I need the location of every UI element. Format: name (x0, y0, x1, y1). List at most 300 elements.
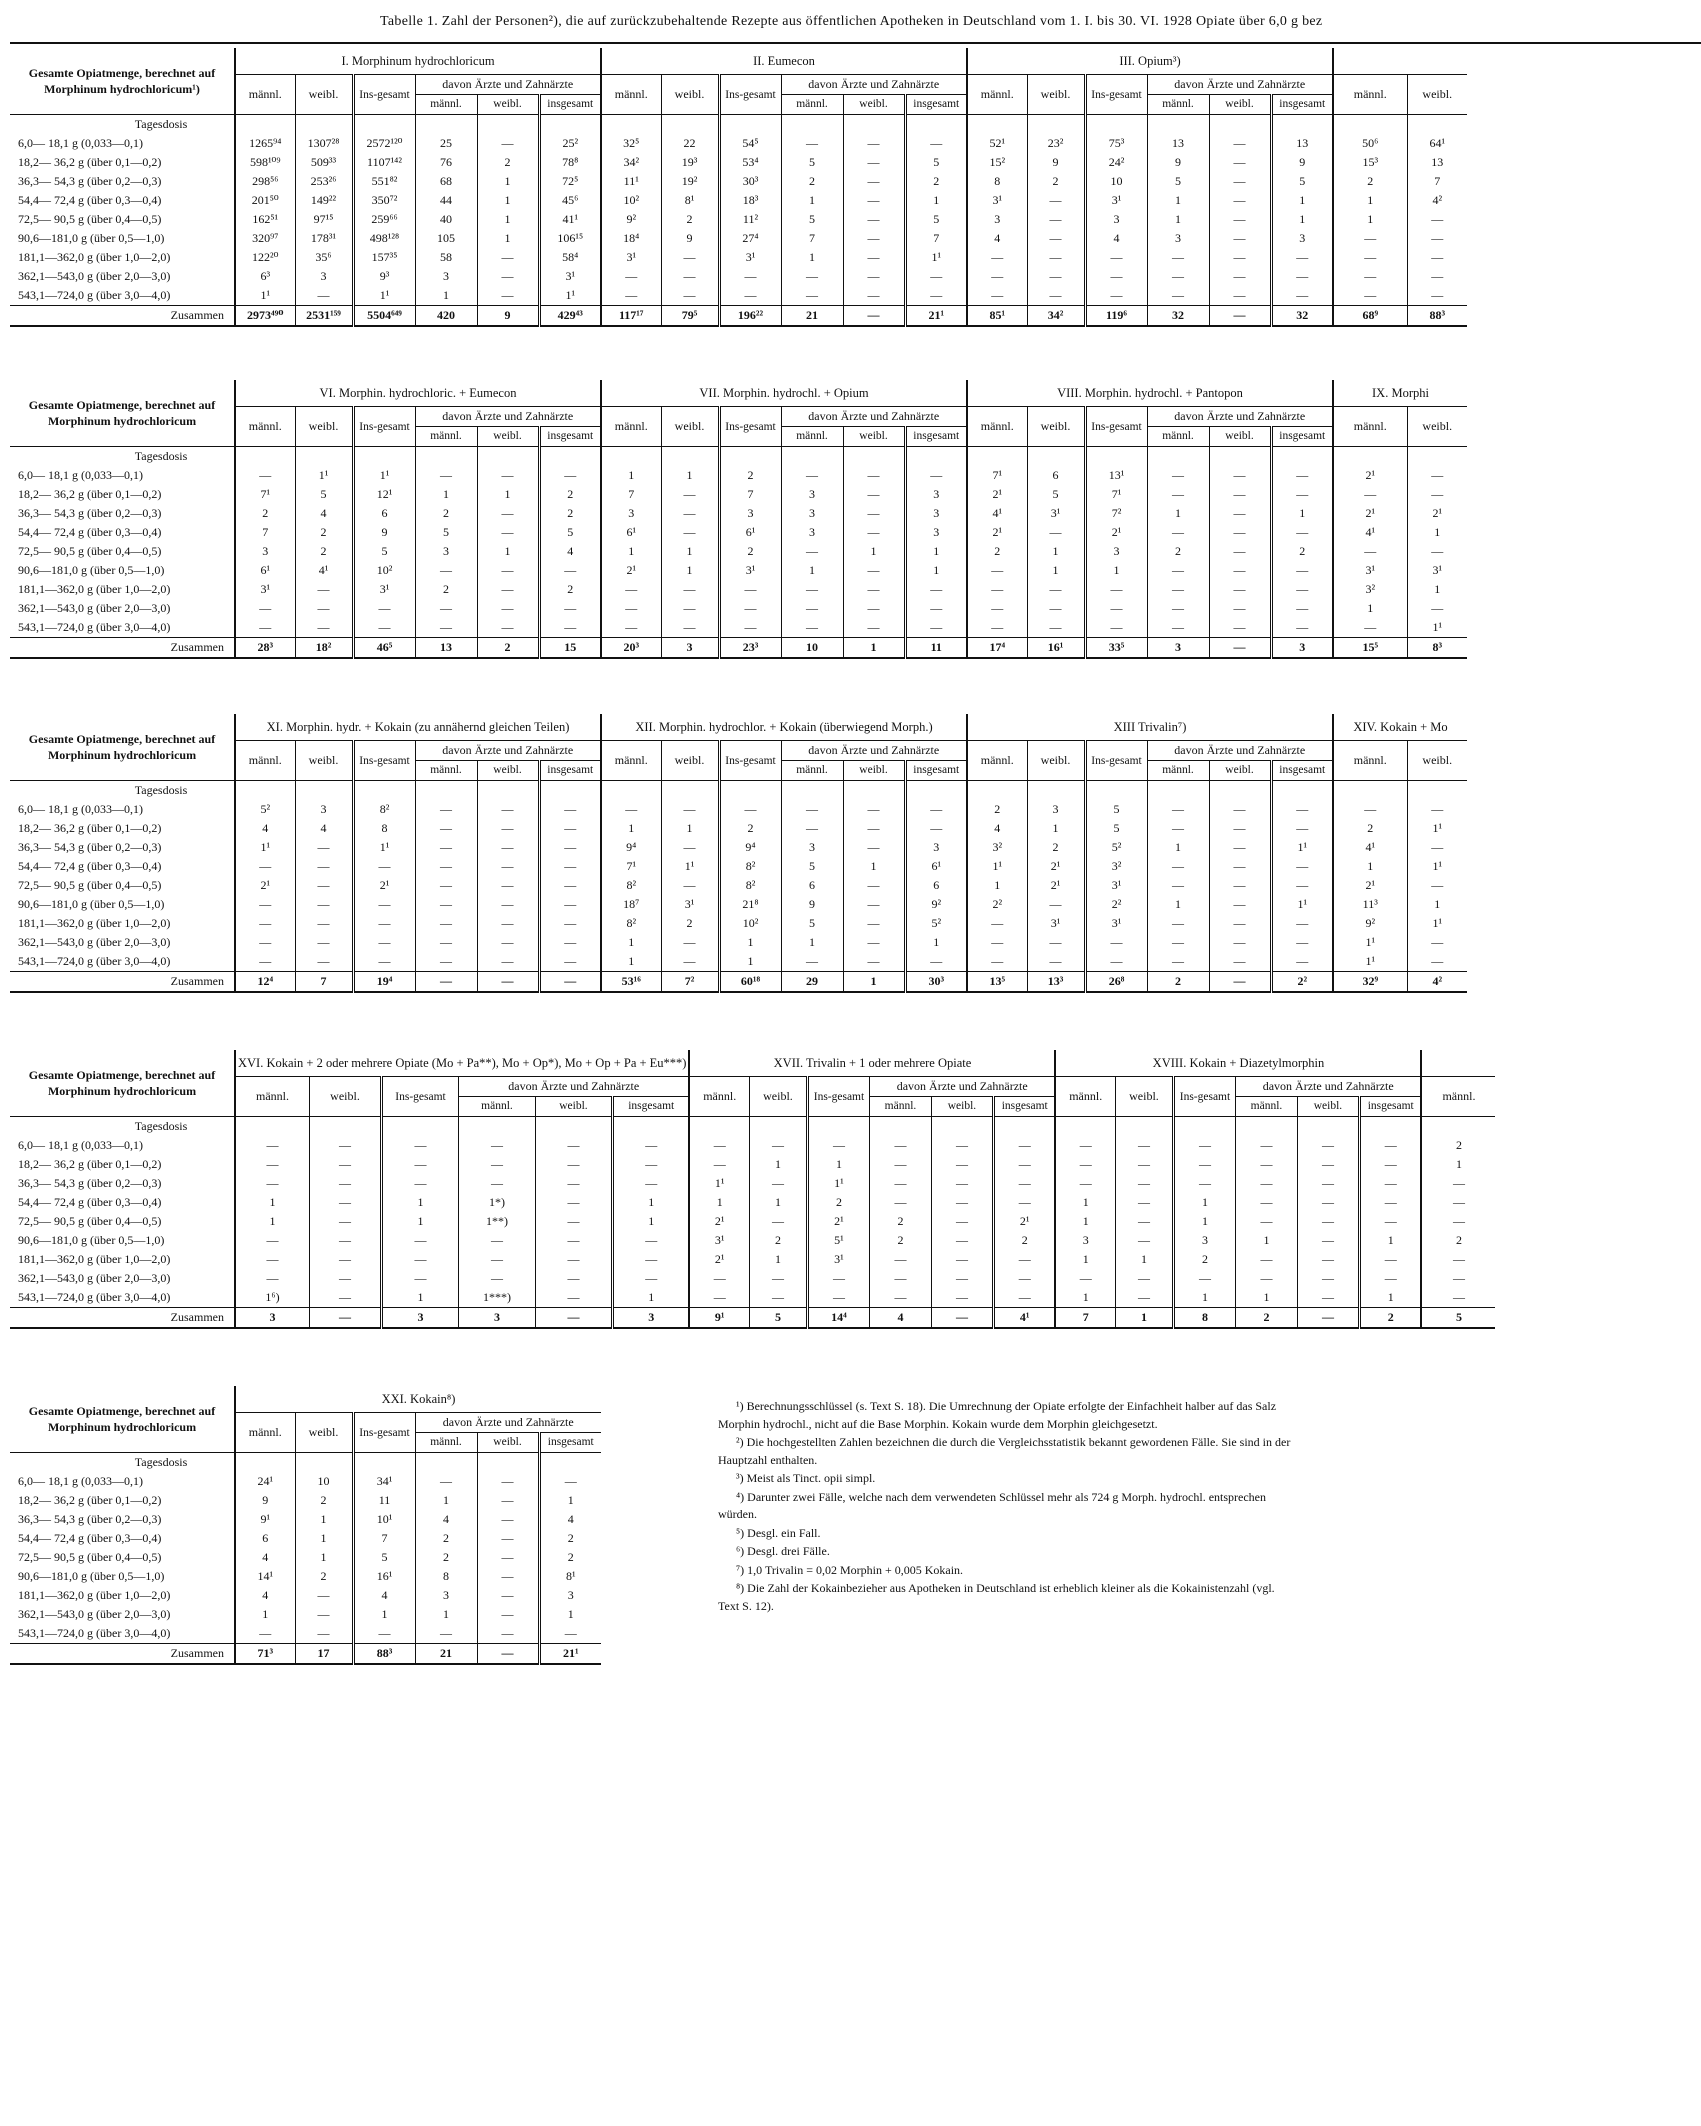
table-cell: 1¹ (807, 1174, 869, 1193)
table-cell: 5 (905, 153, 967, 172)
table-cell: 7¹ (1085, 485, 1147, 504)
table-cell (612, 1117, 689, 1137)
table-row (10, 466, 1467, 485)
table-cell: 9⁴ (601, 838, 661, 857)
table-cell: — (807, 1269, 869, 1288)
table-cell: 2 (781, 172, 843, 191)
table-cell: — (1271, 914, 1333, 933)
table-cell: 21⁸ (719, 895, 781, 914)
table-cell: 9⁴ (719, 838, 781, 857)
table-cell: — (382, 1136, 459, 1155)
table-cell: — (1209, 933, 1271, 952)
table-cell: — (967, 914, 1027, 933)
table-cell: 3¹ (807, 1250, 869, 1269)
col-aerzte-insgesamt: insgesamt (1271, 95, 1333, 115)
sum-cell: 30³ (905, 972, 967, 993)
col-davon: davon Ärzte und Zahnärzte (415, 407, 601, 427)
sum-cell: 13³ (1027, 972, 1085, 993)
table-cell: 2¹ (689, 1212, 749, 1231)
table-cell: 3¹ (235, 580, 295, 599)
table-cell: 3¹ (1085, 914, 1147, 933)
table-cell: — (661, 618, 719, 638)
table-cell: — (843, 248, 905, 267)
table-row (10, 1155, 1495, 1174)
table-cell: 1¹ (1333, 933, 1407, 952)
footnote: ³) Meist als Tinct. opii simpl. (736, 1471, 876, 1485)
sum-cell: 18² (295, 638, 353, 659)
table-cell: — (477, 857, 539, 876)
table-cell: 298⁵⁶ (235, 172, 295, 191)
table-cell: 1 (1147, 838, 1209, 857)
table-cell: 1***) (459, 1288, 536, 1308)
table-cell: 320⁹⁷ (235, 229, 295, 248)
table-cell: — (535, 1136, 612, 1155)
table-cell: — (1333, 229, 1407, 248)
table-cell (295, 781, 353, 801)
table-cell: 3 (719, 504, 781, 523)
table-row (10, 153, 1467, 172)
table-cell: 2 (1333, 172, 1407, 191)
table-cell: — (1407, 952, 1467, 972)
table-cell: 1 (1407, 523, 1467, 542)
table-cell: 2 (539, 1548, 601, 1567)
table-cell: — (1297, 1269, 1359, 1288)
col-weibl: weibl. (295, 407, 353, 447)
table-cell: — (1147, 914, 1209, 933)
table-cell: — (781, 542, 843, 561)
table-cell: — (843, 504, 905, 523)
table-cell: 13 (1271, 134, 1333, 153)
table-row (10, 1529, 601, 1548)
sum-cell: — (1209, 972, 1271, 993)
table-row (10, 1510, 601, 1529)
table-cell: — (967, 952, 1027, 972)
table-cell: 3¹ (1333, 561, 1407, 580)
table-cell: 5 (1271, 172, 1333, 191)
col-davon: davon Ärzte und Zahnärzte (459, 1077, 690, 1097)
table-cell: 1 (661, 561, 719, 580)
table-cell: — (353, 599, 415, 618)
table-cell: — (749, 1136, 807, 1155)
table-cell: 5¹ (807, 1231, 869, 1250)
table-cell (353, 447, 415, 467)
sum-cell: 3 (661, 638, 719, 659)
sum-cell: 7² (661, 972, 719, 993)
table-cell: 18⁷ (601, 895, 661, 914)
table-cell: — (1115, 1269, 1173, 1288)
table-cell: 4¹ (967, 504, 1027, 523)
sum-cell: 68⁹ (1333, 306, 1407, 327)
table-cell: — (689, 1136, 749, 1155)
col-aerzte-insgesamt: insgesamt (612, 1097, 689, 1117)
table-cell: 2572¹²⁰ (353, 134, 415, 153)
sum-cell: 12⁴ (235, 972, 295, 993)
table-cell: 2¹ (993, 1212, 1055, 1231)
table-cell: — (353, 933, 415, 952)
col-davon: davon Ärzte und Zahnärzte (1147, 75, 1333, 95)
table-cell: 4 (353, 1586, 415, 1605)
sum-cell: 8³ (1407, 638, 1467, 659)
table-cell: 3 (781, 838, 843, 857)
table-cell: 1¹ (235, 838, 295, 857)
table-cell: — (749, 1269, 807, 1288)
table-row (10, 248, 1467, 267)
table-cell: — (1297, 1174, 1359, 1193)
table-row (10, 895, 1467, 914)
table-cell: 1 (601, 542, 661, 561)
table-cell: 1¹ (235, 286, 295, 306)
table-cell: — (295, 838, 353, 857)
table-cell: 1 (905, 542, 967, 561)
row-header: Gesamte Opiatmenge, berechnet auf Morphinum hydrochloricum (10, 1386, 235, 1453)
sum-cell: 32 (1271, 306, 1333, 327)
table-cell (1271, 447, 1333, 467)
table-cell: 1 (382, 1288, 459, 1308)
footnotes (718, 1398, 1298, 1616)
col-aerzte-insgesamt: insgesamt (993, 1097, 1055, 1117)
table-cell: — (1235, 1174, 1297, 1193)
col-davon: davon Ärzte und Zahnärzte (415, 741, 601, 761)
table-cell: 4 (235, 819, 295, 838)
table-cell (415, 781, 477, 801)
table-cell: 11² (719, 210, 781, 229)
table-cell: — (601, 267, 661, 286)
table-cell: 53⁴ (719, 153, 781, 172)
table-cell: 1¹ (1271, 838, 1333, 857)
table-cell: — (905, 134, 967, 153)
table-cell: — (1333, 618, 1407, 638)
table-cell: 3 (1147, 229, 1209, 248)
table-cell: — (843, 952, 905, 972)
col-insgesamt: Ins-gesamt (719, 75, 781, 115)
dose-label: 6,0— 18,1 g (0,033—0,1) (18, 802, 143, 816)
table-cell: 2 (539, 1529, 601, 1548)
sum-label: Zusammen (10, 1644, 235, 1665)
sum-cell: 2 (477, 638, 539, 659)
table-cell: — (235, 1250, 310, 1269)
table-cell: — (1359, 1250, 1421, 1269)
table-cell: — (612, 1136, 689, 1155)
table-cell: 34² (601, 153, 661, 172)
table-cell: — (415, 933, 477, 952)
table-cell: — (310, 1231, 382, 1250)
table-cell: — (931, 1212, 993, 1231)
table-cell: — (477, 580, 539, 599)
table-cell: 122²⁰ (235, 248, 295, 267)
table-cell: 45⁶ (539, 191, 601, 210)
table-row (10, 172, 1467, 191)
table-cell: — (781, 800, 843, 819)
table-cell: — (1407, 267, 1467, 286)
group-title (1333, 48, 1467, 75)
table-cell: 2¹ (1407, 504, 1467, 523)
table-cell: — (539, 561, 601, 580)
col-aerzte-weibl: weibl. (477, 427, 539, 447)
table-cell: 5 (353, 1548, 415, 1567)
table-cell (1027, 115, 1085, 135)
dose-label: 54,4— 72,4 g (über 0,3—0,4) (18, 1531, 162, 1545)
table-row (10, 800, 1467, 819)
table-cell: — (1297, 1212, 1359, 1231)
table-cell: 3 (905, 838, 967, 857)
table-cell: — (1115, 1231, 1173, 1250)
table-cell: 72⁵ (539, 172, 601, 191)
table-cell: 1 (1407, 580, 1467, 599)
table-cell: — (1147, 580, 1209, 599)
table-cell: 58⁴ (539, 248, 601, 267)
table-cell: 1 (353, 1605, 415, 1624)
table-cell (719, 447, 781, 467)
dose-label: 90,6—181,0 g (über 0,5—1,0) (18, 231, 165, 245)
table-cell: — (353, 618, 415, 638)
table-cell (905, 781, 967, 801)
table-cell: 1 (235, 1605, 295, 1624)
table-cell: — (1085, 580, 1147, 599)
table-cell: — (1115, 1174, 1173, 1193)
col-davon: davon Ärzte und Zahnärzte (1147, 741, 1333, 761)
table-cell: 1 (749, 1193, 807, 1212)
table-cell: — (931, 1250, 993, 1269)
table-cell (843, 115, 905, 135)
table-cell: 2¹ (235, 876, 295, 895)
table-cell: — (1173, 1269, 1235, 1288)
table-cell: 2² (967, 895, 1027, 914)
table-cell: 7 (1407, 172, 1467, 191)
sum-cell: 5504⁶⁴⁹ (353, 306, 415, 327)
table-cell: — (1209, 580, 1271, 599)
table-cell: — (1333, 542, 1407, 561)
table-cell: 1*) (459, 1193, 536, 1212)
table-cell: — (1407, 599, 1467, 618)
sum-cell: 429⁴³ (539, 306, 601, 327)
table-cell: — (1209, 504, 1271, 523)
col-insgesamt: Ins-gesamt (1173, 1077, 1235, 1117)
table-cell (905, 447, 967, 467)
table-cell: 2 (1421, 1136, 1495, 1155)
table-cell: 18⁴ (601, 229, 661, 248)
table-cell: 8² (719, 876, 781, 895)
table-cell (539, 1453, 601, 1473)
table-cell: 7¹ (235, 485, 295, 504)
table-cell: — (477, 618, 539, 638)
col-aerzte-maennl: männl. (415, 761, 477, 781)
table-row (10, 134, 1467, 153)
table-row (10, 542, 1467, 561)
sum-cell: 3 (235, 1308, 310, 1329)
table-cell: 23² (1027, 134, 1085, 153)
table-cell: — (1271, 876, 1333, 895)
table-cell: 201⁵⁰ (235, 191, 295, 210)
table-cell: — (353, 895, 415, 914)
sum-cell: 16¹ (1027, 638, 1085, 659)
table-cell: 6 (905, 876, 967, 895)
table-cell: — (1297, 1250, 1359, 1269)
data-table (10, 714, 1467, 993)
table-cell: — (382, 1155, 459, 1174)
table-cell (1333, 447, 1407, 467)
table-cell: 16¹ (353, 1567, 415, 1586)
sum-cell: 15⁵ (1333, 638, 1407, 659)
table-cell: — (1085, 267, 1147, 286)
table-cell: — (1209, 914, 1271, 933)
table-cell: 3² (1085, 857, 1147, 876)
sum-cell: 2531¹⁵⁹ (295, 306, 353, 327)
row-header: Gesamte Opiatmenge, berechnet auf Morphinum hydrochloricum (10, 714, 235, 781)
sum-cell: 21¹ (905, 306, 967, 327)
col-aerzte-insgesamt: insgesamt (1271, 761, 1333, 781)
table-cell (1407, 781, 1467, 801)
table-cell: — (1027, 286, 1085, 306)
sum-cell: 85¹ (967, 306, 1027, 327)
table-cell: 5² (235, 800, 295, 819)
table-cell: 8 (353, 819, 415, 838)
table-cell: 1 (1333, 599, 1407, 618)
table-cell: 3¹ (353, 580, 415, 599)
table-cell: 1 (749, 1155, 807, 1174)
table-cell: — (477, 933, 539, 952)
table-cell: 3 (1173, 1231, 1235, 1250)
table-cell: 3 (781, 504, 843, 523)
dose-label: 72,5— 90,5 g (über 0,4—0,5) (18, 1550, 162, 1564)
col-insgesamt: Ins-gesamt (353, 1413, 415, 1453)
table-cell: 1 (539, 1491, 601, 1510)
table-cell: — (382, 1231, 459, 1250)
table-cell: 6³ (235, 267, 295, 286)
table-cell: 157³⁵ (353, 248, 415, 267)
col-maennl: männl. (1333, 407, 1407, 447)
table-cell: 1 (612, 1193, 689, 1212)
table-row (10, 1269, 1495, 1288)
table-cell: — (539, 933, 601, 952)
table-cell: — (931, 1269, 993, 1288)
table-cell: — (310, 1288, 382, 1308)
table-cell: — (601, 618, 661, 638)
dose-label: 362,1—543,0 g (über 2,0—3,0) (18, 1271, 171, 1285)
group-title: XVII. Trivalin + 1 oder mehrere Opiate (689, 1050, 1055, 1077)
table-cell: — (477, 876, 539, 895)
table-cell (719, 115, 781, 135)
col-insgesamt: Ins-gesamt (719, 741, 781, 781)
table-cell: 1¹ (353, 286, 415, 306)
sum-cell: 3 (382, 1308, 459, 1329)
table-cell: — (535, 1193, 612, 1212)
title-rule (10, 42, 1701, 44)
table-cell: — (689, 1288, 749, 1308)
table-cell: 1 (295, 1548, 353, 1567)
table-cell: — (1085, 933, 1147, 952)
dose-label: 54,4— 72,4 g (über 0,3—0,4) (18, 1195, 162, 1209)
col-davon: davon Ärzte und Zahnärzte (1147, 407, 1333, 427)
table-cell: 106¹⁵ (539, 229, 601, 248)
col-maennl: männl. (1421, 1077, 1495, 1117)
dose-label: 18,2— 36,2 g (über 0,1—0,2) (18, 1493, 162, 1507)
table-cell: — (1209, 523, 1271, 542)
table-cell: 7 (235, 523, 295, 542)
table-cell: — (1147, 933, 1209, 952)
table-cell: — (1209, 599, 1271, 618)
sum-cell: 20³ (601, 638, 661, 659)
table-cell: 3 (601, 504, 661, 523)
sum-cell: 119⁶ (1085, 306, 1147, 327)
table-cell (931, 1117, 993, 1137)
table-cell (1421, 1117, 1495, 1137)
table-cell: — (1209, 286, 1271, 306)
table-cell: — (1147, 819, 1209, 838)
table-row (10, 504, 1467, 523)
table-cell: 1 (1055, 1250, 1115, 1269)
table-cell: 3 (905, 485, 967, 504)
col-weibl: weibl. (661, 741, 719, 781)
table-cell: 18³ (719, 191, 781, 210)
table-cell: 2 (719, 819, 781, 838)
sum-cell: 60¹⁸ (719, 972, 781, 993)
table-cell: 1 (415, 485, 477, 504)
data-table (10, 48, 1467, 327)
table-cell: — (1209, 542, 1271, 561)
table-cell: 11³ (1333, 895, 1407, 914)
col-weibl: weibl. (295, 75, 353, 115)
table-cell: — (1421, 1193, 1495, 1212)
col-maennl: männl. (601, 741, 661, 781)
table-block-4 (10, 1050, 1701, 1329)
col-aerzte-weibl: weibl. (1209, 95, 1271, 115)
table-cell: 1 (1147, 895, 1209, 914)
table-cell: 1 (1333, 191, 1407, 210)
table-cell: — (1147, 286, 1209, 306)
table-cell (477, 115, 539, 135)
table-cell (415, 115, 477, 135)
table-cell: — (1027, 210, 1085, 229)
table-cell: 1¹ (295, 466, 353, 485)
table-cell: 1 (967, 876, 1027, 895)
table-cell: 2 (477, 153, 539, 172)
table-cell: 2 (661, 914, 719, 933)
table-cell (1085, 781, 1147, 801)
sum-cell: — (843, 306, 905, 327)
table-cell (1359, 1117, 1421, 1137)
table-cell (749, 1117, 807, 1137)
table-cell: 75³ (1085, 134, 1147, 153)
table-cell: — (539, 857, 601, 876)
table-cell: 1 (1055, 1288, 1115, 1308)
dose-label: 362,1—543,0 g (über 2,0—3,0) (18, 1607, 171, 1621)
table-cell: — (719, 618, 781, 638)
table-cell: — (1147, 857, 1209, 876)
table-cell (1271, 781, 1333, 801)
table-cell: — (477, 286, 539, 306)
table-cell: — (1297, 1288, 1359, 1308)
table-cell: — (295, 857, 353, 876)
table-cell: — (869, 1288, 931, 1308)
table-cell: — (843, 153, 905, 172)
table-cell (967, 781, 1027, 801)
sum-cell: 34² (1027, 306, 1085, 327)
col-insgesamt: Ins-gesamt (1085, 75, 1147, 115)
table-cell: — (1209, 172, 1271, 191)
table-cell: — (843, 933, 905, 952)
table-cell: — (1271, 952, 1333, 972)
tagesdosis-label: Tagesdosis (10, 1453, 235, 1473)
table-cell (719, 781, 781, 801)
table-row (10, 1250, 1495, 1269)
col-insgesamt: Ins-gesamt (1085, 741, 1147, 781)
dose-label: 36,3— 54,3 g (über 0,2—0,3) (18, 1176, 162, 1190)
table-cell: — (1027, 952, 1085, 972)
table-cell: — (353, 952, 415, 972)
table-cell: 7 (353, 1529, 415, 1548)
col-aerzte-insgesamt: insgesamt (1271, 427, 1333, 447)
table-cell: — (477, 1567, 539, 1586)
